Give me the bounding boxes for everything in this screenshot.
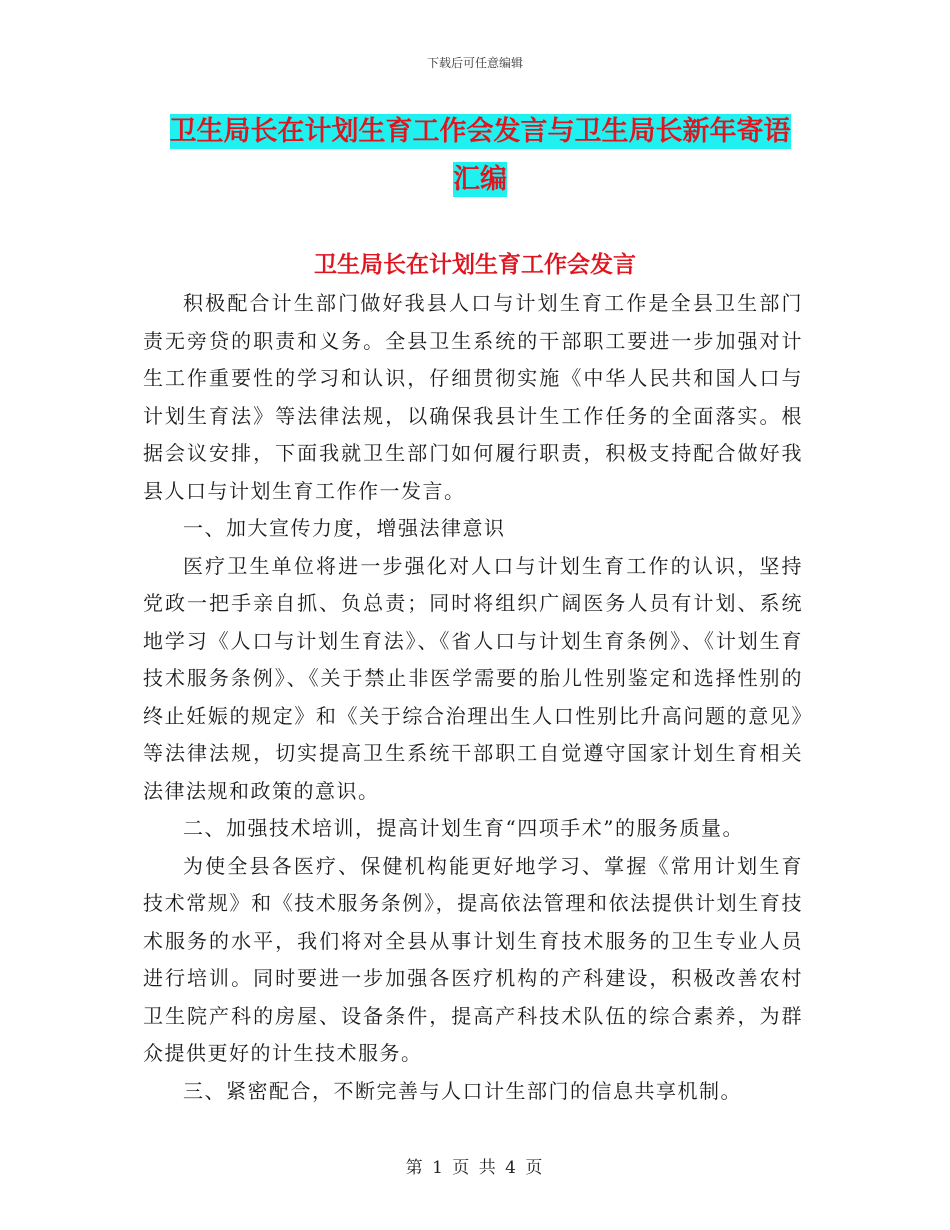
section-title: 卫生局长在计划生育工作会发言: [314, 252, 636, 278]
paragraph-heading: 一、加大宣传力度，增强法律意识: [183, 516, 506, 540]
paragraph-heading: 二、加强技术培训，提高计划生育“四项手术”的服务质量。: [183, 816, 744, 840]
paragraph: 积极配合计生部门做好我县人口与计划生育工作是全县卫生部门责无旁贷的职责和义务。全县卫生系统的干部职工要进一步加强对计生工作重要性的学习和认识，仔细贯彻实施《中华人民共和国人口与计划生育法》等法律法规，以确保我县计生工作任务的全面落实。根据会议安排，下面我就卫生部门如何履行职责，积极支持配合做好我县人口与计划生育工作作一发言。: [143, 291, 803, 503]
paragraph-heading: 三、紧密配合，不断完善与人口计生部门的信息共享机制。: [183, 1078, 742, 1103]
header-note: 下载后可任意编辑: [426, 56, 523, 70]
page-number: 第 1 页 共 4 页: [405, 1158, 545, 1178]
paragraph: 医疗卫生单位将进一步强化对人口与计划生育工作的认识，坚持党政一把手亲自抓、负总责；同时将组织广阔医务人员有计划、系统地学习《人口与计划生育法》、《省人口与计划生育条例》、《计划生育技术服务条例》、《关于禁止非医学需要的胎儿性别鉴定和选择性别的终止妊娠的规定》和《关于综合治理出生人口性别比升高问题的意见》等法律法规，切实提高卫生系统干部职工自觉遵守国家计划生育相关法律法规和政策的意识。: [143, 553, 803, 803]
document-title: [150, 108, 810, 204]
title-line-1: 卫生局长在计划生育工作会发言与卫生局长新年寄语: [169, 116, 791, 147]
title-line-2: 汇编: [453, 164, 507, 195]
paragraph: 为使全县各医疗、保健机构能更好地学习、掌握《常用计划生育技术常规》和《技术服务条例》，提高依法管理和依法提供计划生育技术服务的水平，我们将对全县从事计划生育技术服务的卫生专业人员进行培训。同时要进一步加强各医疗机构的产科建设，积极改善农村卫生院产科的房屋、设备条件，提高产科技术队伍的综合素养，为群众提供更好的计生技术服务。: [143, 853, 803, 1065]
body-text: [143, 285, 803, 1110]
